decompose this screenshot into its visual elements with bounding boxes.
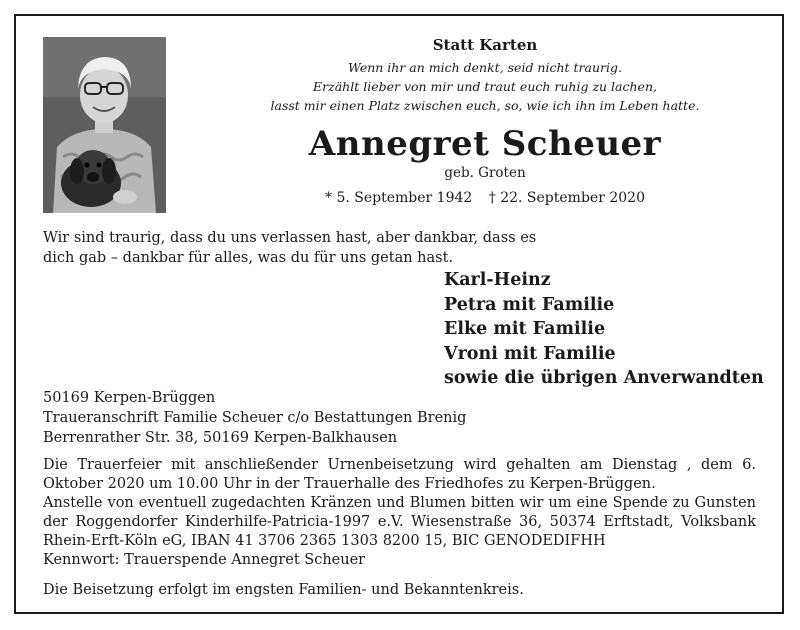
address-line: Traueranschrift Familie Scheuer c/o Bestattungen Brenig <box>43 410 467 426</box>
intro-line: Wir sind traurig, dass du uns verlassen hast, aber dankbar, dass es <box>43 230 537 246</box>
address-line: Berrenrather Str. 38, 50169 Kerpen-Balkhausen <box>43 430 398 446</box>
birth-date: * 5. September 1942 <box>325 190 473 206</box>
mourner: Petra mit Familie <box>444 294 615 315</box>
notice-header <box>250 36 720 115</box>
birth-name: geb. Groten <box>444 165 526 181</box>
mourning-address <box>43 388 543 448</box>
donation-text: Anstelle von eventuell zugedachten Kränzen und Blumen bitten wir um eine Spende zu Gunsten der Roggendorfer Kinderhilfe-Patricia-1997 e.V. Wiesenstraße 36, 50374 Erftstadt, Volksbank Rhein-Erft-Köln eG, IBAN 41 3706 2365 1303 8200 15, BIC GENODEDIFHH <box>43 495 756 549</box>
statt-karten-heading: Statt Karten <box>432 36 538 54</box>
intro-line: dich gab – dankbar für alles, was du für uns getan hast. <box>43 250 454 266</box>
mourners-list <box>444 268 774 391</box>
intro-text <box>43 228 563 268</box>
donation-reference: Kennwort: Trauerspende Annegret Scheuer <box>43 552 366 568</box>
poem <box>250 58 720 115</box>
poem-line: Erzählt lieber von mir und traut euch ruhig zu lachen, <box>313 79 657 94</box>
mourner: Elke mit Familie <box>444 319 606 339</box>
burial-note: Die Beisetzung erfolgt im engsten Familien- und Bekanntenkreis. <box>43 582 524 598</box>
ceremony-details <box>43 456 756 570</box>
deceased-name: Annegret Scheuer <box>308 124 662 164</box>
portrait-photo <box>43 37 166 213</box>
mourner: sowie die übrigen Anverwandten <box>444 368 764 388</box>
mourner: Vroni mit Familie <box>444 343 616 364</box>
address-line: 50169 Kerpen-Brüggen <box>43 390 216 406</box>
mourner: Karl-Heinz <box>444 270 551 290</box>
ceremony-text: Die Trauerfeier mit anschließender Urnenbeisetzung wird gehalten am Dienstag , dem 6. Oktober 2020 um 10.00 Uhr in der Trauerhalle des Friedhofes zu Kerpen-Brüggen. <box>43 457 756 492</box>
poem-line: lasst mir einen Platz zwischen euch, so, wie ich ihn im Leben hatte. <box>270 98 700 113</box>
life-dates <box>250 188 720 208</box>
death-date: † 22. September 2020 <box>488 190 645 206</box>
poem-line: Wenn ihr an mich denkt, seid nicht traurig. <box>348 60 622 75</box>
